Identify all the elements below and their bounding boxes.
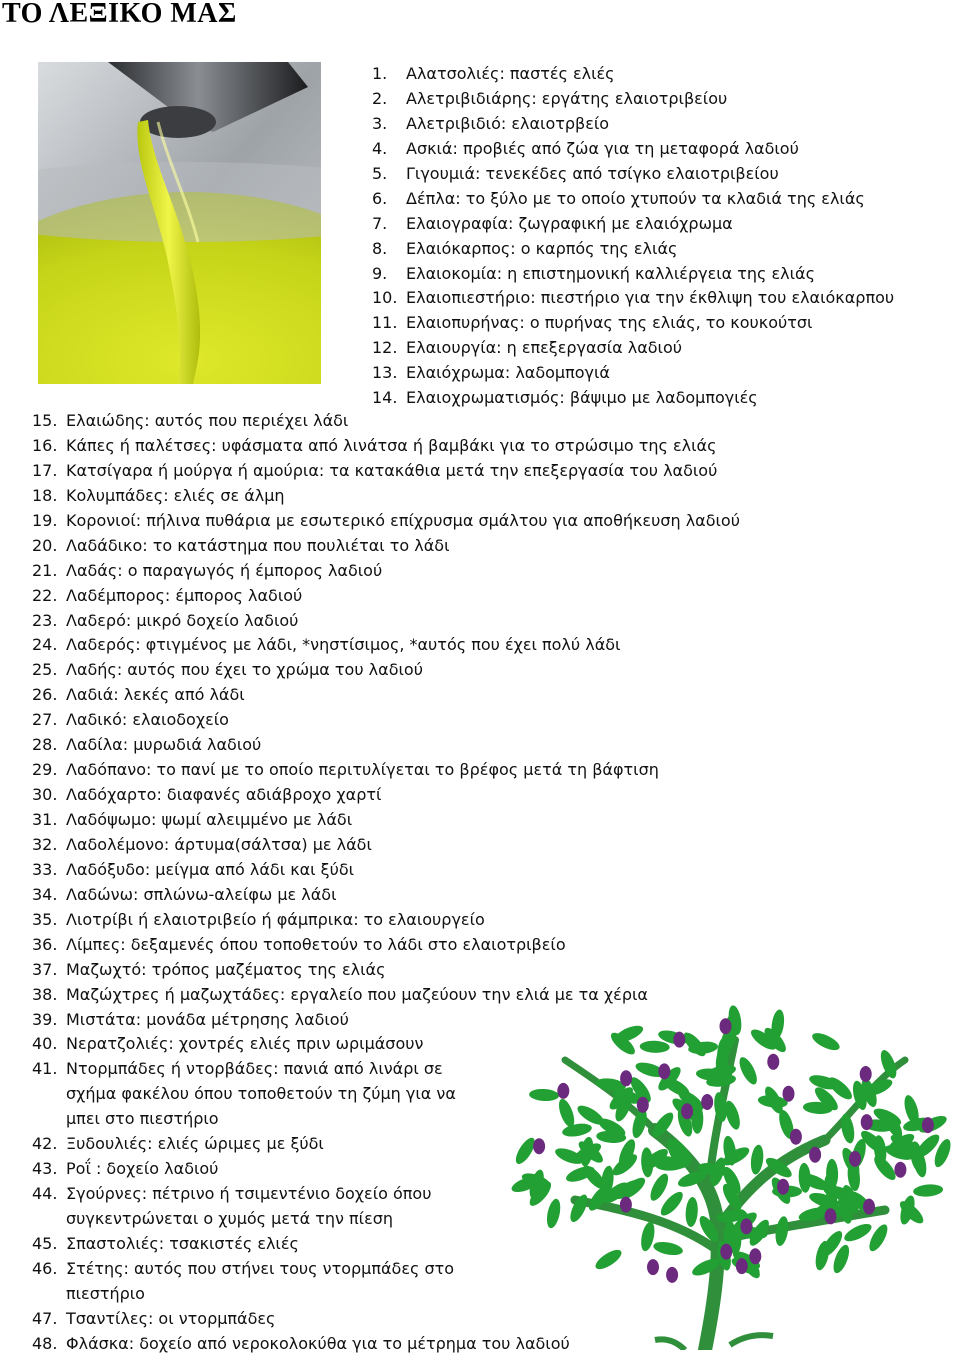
entry-number: 26. (32, 685, 58, 705)
entry-number: 23. (32, 610, 58, 630)
entry-text: Αλατσολιές: παστές ελιές (406, 64, 615, 83)
glossary-entry (372, 162, 894, 187)
entry-text: Κολυμπάδες: ελιές σε άλμη (66, 485, 285, 505)
olive-fruit (673, 1032, 685, 1048)
olive-tree-image (505, 1000, 955, 1350)
glossary-entry (32, 633, 740, 658)
entry-number: 37. (32, 959, 58, 979)
glossary-entry (372, 262, 894, 287)
entry-text: Λίμπες: δεξαμενές όπου τοποθετούν το λάδι στο ελαιοτριβείο (66, 934, 566, 954)
olive-fruit (620, 1197, 632, 1213)
entry-number: 44. (32, 1184, 58, 1204)
entry-number: 17. (32, 460, 58, 480)
glossary-list-top (372, 62, 894, 411)
glossary-entry (372, 137, 894, 162)
tree-leaf (545, 1198, 563, 1230)
glossary-entry (32, 409, 740, 434)
olive-fruit (825, 1208, 837, 1224)
glossary-entry (32, 808, 740, 833)
entry-number: 40. (32, 1034, 58, 1054)
tree-leaf (652, 1240, 684, 1258)
entry-number: 18. (32, 485, 58, 505)
entry-number: 3. (372, 113, 388, 133)
glossary-entry (372, 311, 894, 336)
entry-number: 39. (32, 1009, 58, 1029)
olive-fruit (790, 1129, 802, 1145)
entry-text: Τσαντίλες: οι ντορμπάδες (66, 1308, 276, 1328)
glossary-entry (32, 584, 740, 609)
entry-text: Λαδόχαρτο: διαφανές αδιάβροχο χαρτί (66, 785, 382, 805)
tree-leaf (774, 1215, 791, 1247)
entry-number: 22. (32, 585, 58, 605)
entry-text: Μαζωχτό: τρόπος μαζέματος της ελιάς (66, 959, 386, 979)
entry-text: Σπαστολιές: τσακιστές ελιές (66, 1234, 299, 1254)
olive-fruit (894, 1162, 906, 1178)
glossary-entry (372, 112, 894, 137)
glossary-entry (32, 783, 740, 808)
entry-text: Λαδόξυδο: μείγμα από λάδι και ξύδι (66, 859, 355, 879)
glossary-entry (32, 609, 740, 634)
entry-number: 16. (32, 435, 58, 455)
olive-fruit (783, 1086, 795, 1102)
entry-text: Λιοτρίβι ή ελαιοτριβείο ή φάμπρικα: το ελαιουργείο (66, 909, 485, 929)
glossary-entry (372, 212, 894, 237)
tree-leaf (810, 1030, 842, 1054)
entry-text: Ελαιοπυρήνας: ο πυρήνας της ελιάς, το κουκούτσι (406, 313, 813, 333)
tree-leaf (736, 1055, 760, 1087)
entry-number: 30. (32, 785, 58, 805)
tree-leaf (639, 1040, 669, 1053)
tree-leaf (556, 1097, 578, 1129)
entry-text: Λαδόψωμο: ψωμί αλειμμένο με λάδι (66, 810, 353, 829)
entry-number: 47. (32, 1308, 58, 1328)
tree-leaf (685, 1197, 699, 1228)
entry-text: Ντορμπάδες ή ντορβάδες: πανιά από λινάρι σε σχήμα φακέλου όπου τοποθετούν τη ζύμη για να μπει στο πιεστήριο (66, 1059, 456, 1129)
tree-leaf (593, 1246, 625, 1272)
glossary-entry (32, 559, 740, 584)
tree-leaf (842, 1220, 874, 1244)
entry-text: Ελαιογραφία: ζωγραφική με ελαιόχρωμα (406, 213, 733, 233)
entry-text: Ελαιοπιεστήριο: πιεστήριο για την έκθλιψη του ελαιόκαρπου (406, 288, 895, 308)
entry-number: 35. (32, 909, 58, 929)
entry-number: 33. (32, 859, 58, 879)
entry-text: Κατσίγαρα ή μούργα ή αμούρια: τα κατακάθια μετά την επεξεργασία του λαδιού (66, 460, 718, 480)
olive-fruit (849, 1151, 861, 1167)
glossary-entry (32, 534, 740, 559)
entry-number: 42. (32, 1134, 58, 1154)
entry-text: Λαδικό: ελαιοδοχείο (66, 710, 229, 730)
olive-fruit (658, 1063, 670, 1079)
entry-text: Λαδάς: ο παραγωγός ή έμπορος λαδιού (66, 560, 383, 580)
entry-number: 1. (372, 64, 388, 83)
entry-number: 12. (372, 338, 398, 358)
entry-number: 27. (32, 710, 58, 730)
entry-text: Αλετριβιδιό: ελαιοτρβείο (406, 113, 610, 133)
entry-text: Λαδίλα: μυρωδιά λαδιού (66, 735, 262, 755)
entry-number: 31. (32, 810, 58, 829)
entry-number: 7. (372, 213, 388, 233)
entry-number: 21. (32, 560, 58, 580)
glossary-entry (32, 484, 740, 509)
entry-text: Λαδώνω: σπλώνω-αλείφω με λάδι (66, 884, 337, 904)
glossary-entry (372, 386, 894, 411)
tree-leaf (913, 1183, 944, 1198)
olive-fruit (701, 1094, 713, 1110)
entry-text: Αλετριβιδιάρης: εργάτης ελαιοτριβείου (406, 88, 728, 108)
entry-text: Μαζώχτρες ή μαζωχτάδες: εργαλείο που μαζεύουν την ελιά με τα χέρια (66, 984, 648, 1004)
glossary-entry (32, 733, 740, 758)
entry-number: 20. (32, 535, 58, 555)
entry-text: Νερατζολιές: χοντρές ελιές πριν ωριμάσουν (66, 1034, 424, 1054)
glossary-entry (32, 434, 740, 459)
olive-fruit (777, 1179, 789, 1195)
entry-number: 34. (32, 884, 58, 904)
entry-text: Λαδερό: μικρό δοχείο λαδιού (66, 610, 299, 630)
glossary-entry (32, 509, 740, 534)
entry-text: Ξυδουλιές: ελιές ώριμες με ξύδι (66, 1134, 324, 1154)
entry-number: 14. (372, 388, 398, 408)
entry-text: Ασκιά: προβιές από ζώα για τη μεταφορά λαδιού (406, 138, 799, 158)
entry-number: 28. (32, 735, 58, 755)
olive-fruit (736, 1258, 748, 1274)
entry-text: Μιστάτα: μονάδα μέτρησης λαδιού (66, 1009, 349, 1029)
glossary-entry (372, 187, 894, 212)
entry-number: 25. (32, 660, 58, 680)
olive-fruit (720, 1018, 732, 1034)
entry-number: 10. (372, 288, 398, 308)
olive-fruit (533, 1138, 545, 1154)
glossary-entry (32, 758, 740, 783)
entry-number: 13. (372, 363, 398, 383)
glossary-entry (32, 708, 740, 733)
entry-number: 4. (372, 138, 388, 158)
entry-text: Σγούρνες: πέτρινο ή τσιμεντένιο δοχείο όπου συγκεντρώνεται ο χυμός μετά την πίεση (66, 1184, 432, 1229)
glossary-entry (32, 833, 740, 858)
glossary-entry (32, 933, 740, 958)
tree-leaf (529, 1088, 560, 1102)
entry-text: Κορονιοί: πήλινα πυθάρια με εσωτερικό επίχρυσμα σμάλτου για αποθήκευση λαδιού (66, 510, 740, 530)
entry-text: Ροΐ : δοχείο λαδιού (66, 1159, 219, 1179)
entry-text: Λαδέμπορος: έμπορος λαδιού (66, 585, 303, 605)
entry-number: 41. (32, 1059, 58, 1079)
olive-fruit (666, 1267, 678, 1283)
entry-number: 32. (32, 834, 58, 854)
olive-oil-pouring-image (38, 62, 321, 384)
entry-number: 43. (32, 1159, 58, 1179)
entry-number: 48. (32, 1333, 58, 1353)
glossary-entry (32, 683, 740, 708)
olive-fruit (681, 1103, 693, 1119)
olive-fruit (809, 1147, 821, 1163)
glossary-entry (372, 361, 894, 386)
olive-fruit (720, 1244, 732, 1260)
glossary-entry (372, 87, 894, 112)
entry-number: 11. (372, 313, 398, 333)
entry-text: Ελαιουργία: η επεξεργασία λαδιού (406, 338, 682, 358)
glossary-entry (372, 62, 894, 87)
olive-fruit (637, 1097, 649, 1113)
entry-number: 9. (372, 263, 388, 283)
entry-text: Στέτης: αυτός που στήνει τους ντορμπάδες στο πιεστήριο (66, 1258, 455, 1303)
entry-text: Ελαιόκαρπος: ο καρπός της ελιάς (406, 238, 678, 258)
entry-number: 2. (372, 88, 388, 108)
glossary-entry (372, 286, 894, 311)
olive-fruit (557, 1083, 569, 1099)
glossary-entry (32, 858, 740, 883)
olive-fruit (767, 1054, 779, 1070)
olive-fruit (860, 1066, 872, 1082)
entry-number: 8. (372, 238, 388, 258)
entry-number: 45. (32, 1234, 58, 1254)
glossary-entry (32, 459, 740, 484)
olive-fruit (861, 1114, 873, 1130)
entry-number: 5. (372, 163, 388, 183)
glossary-entry (372, 237, 894, 262)
entry-text: Κάπες ή παλέτσες: υφάσματα από λινάτσα ή βαμβάκι για το στρώσιμο της ελιάς (66, 435, 717, 455)
entry-text: Γιγουμιά: τενεκέδες από τσίγκο ελαιοτριβείου (406, 163, 779, 183)
glossary-entry (32, 658, 740, 683)
page-title: ΤΟ ΛΕΞΙΚΟ ΜΑΣ (2, 0, 237, 29)
entry-number: 36. (32, 934, 58, 954)
entry-number: 19. (32, 510, 58, 530)
entry-text: Ελαιώδης: αυτός που περιέχει λάδι (66, 411, 349, 430)
entry-text: Λαδόπανο: το πανί με το οποίο περιτυλίγεται το βρέφος μετά τη βάφτιση (66, 760, 659, 780)
entry-number: 46. (32, 1258, 58, 1278)
glossary-entry (32, 958, 740, 983)
olive-fruit (647, 1259, 659, 1275)
olive-fruit (922, 1117, 934, 1133)
tree-leaf (640, 1147, 654, 1178)
entry-number: 15. (32, 411, 58, 430)
entry-text: Δέπλα: το ξύλο με το οποίο χτυπούν τα κλαδιά της ελιάς (406, 188, 865, 208)
entry-text: Ελαιόχρωμα: λαδομπογιά (406, 363, 610, 383)
entry-number: 29. (32, 760, 58, 780)
entry-text: Λαδιά: λεκές από λάδι (66, 685, 245, 705)
entry-text: Λαδής: αυτός που έχει το χρώμα του λαδιού (66, 660, 423, 680)
entry-number: 24. (32, 635, 58, 655)
entry-text: Λαδερός: φτιγμένος με λάδι, *νηστίσιμος, *αυτός που έχει πολύ λάδι (66, 635, 621, 655)
glossary-entry (32, 908, 740, 933)
olive-fruit (740, 1218, 752, 1234)
olive-fruit (749, 1248, 761, 1264)
entry-number: 6. (372, 188, 388, 208)
entry-text: Λαδάδικο: το κατάστημα που πουλιέται το λάδι (66, 535, 450, 555)
tree-leaf (647, 1171, 672, 1203)
entry-text: Ελαιοχρωματισμός: βάψιμο με λαδομπογιές (406, 388, 758, 408)
olive-fruit (863, 1199, 875, 1215)
entry-text: Φλάσκα: δοχείο από νεροκολοκύθα για το μέτρημα του λαδιού (66, 1333, 570, 1353)
entry-number: 38. (32, 984, 58, 1004)
entry-text: Ελαιοκομία: η επιστημονική καλλιέργεια της ελιάς (406, 263, 815, 283)
glossary-entry (372, 336, 894, 361)
entry-text: Λαδολέμονο: άρτυμα(σάλτσα) με λάδι (66, 834, 372, 854)
glossary-entry (32, 883, 740, 908)
olive-fruit (620, 1070, 632, 1086)
